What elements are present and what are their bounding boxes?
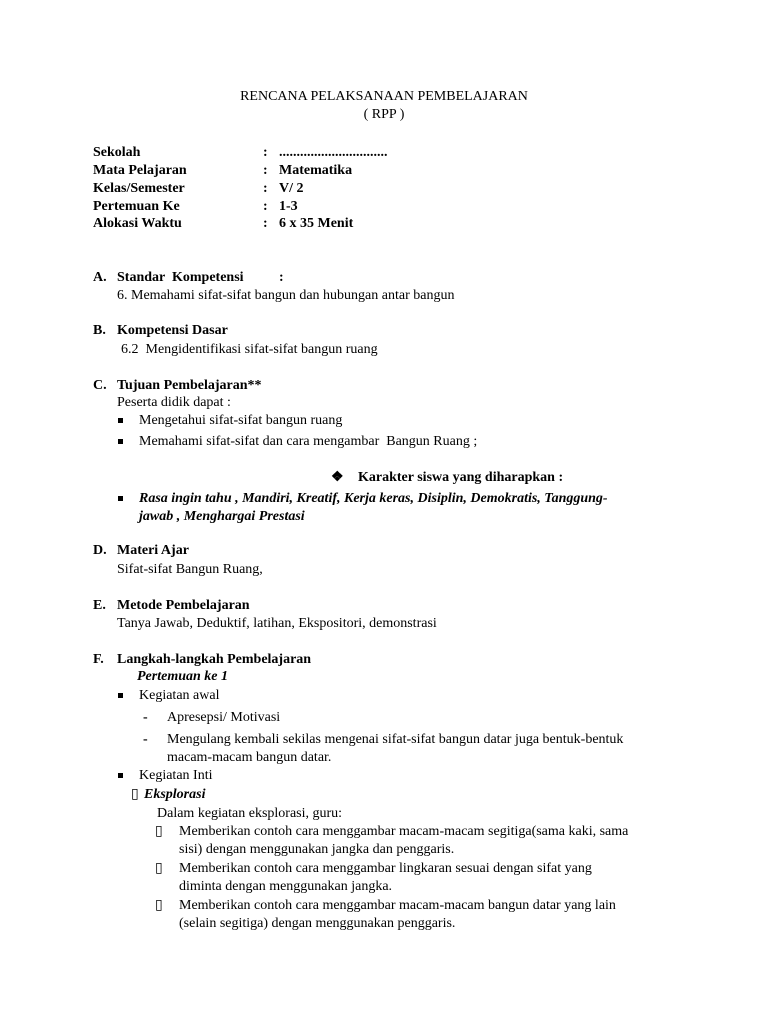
identity-value: 6 x 35 Menit	[279, 216, 354, 231]
eksplorasi-item-cont: sisi) dengan menggunakan jangka dan penggaris.	[179, 842, 455, 857]
diamond-bullet-icon: ❖	[331, 470, 344, 485]
karakter-values-line: Rasa ingin tahu , Mandiri, Kreatif, Kerja keras, Disiplin, Demokratis, Tanggung-	[139, 491, 608, 506]
eksplorasi-heading: Eksplorasi	[144, 787, 206, 802]
karakter-values-line: jawab , Menghargai Prestasi	[139, 509, 305, 524]
section-a-body: 6. Memahami sifat-sifat bangun dan hubungan antar bangun	[117, 288, 455, 303]
identity-value: Matematika	[279, 163, 353, 178]
kegiatan-awal-item: Mengulang kembali sekilas mengenai sifat-sifat bangun datar juga bentuk-bentuk	[167, 732, 624, 747]
identity-value: 1-3	[279, 199, 298, 214]
eksplorasi-marker-icon: ▯	[155, 898, 163, 913]
section-a-colon: :	[279, 270, 284, 285]
section-b-heading: Kompetensi Dasar	[117, 323, 228, 338]
identity-label: Alokasi Waktu	[93, 216, 182, 231]
section-d-body: Sifat-sifat Bangun Ruang,	[117, 562, 263, 577]
identity-colon: :	[263, 181, 268, 196]
section-a-heading: Standar Kompetensi	[117, 270, 244, 285]
eksplorasi-marker-icon: ▯	[155, 824, 163, 839]
section-e-body: Tanya Jawab, Deduktif, latihan, Ekspositori, demonstrasi	[117, 616, 437, 631]
identity-label: Sekolah	[93, 145, 141, 160]
kegiatan-awal-item: Apresepsi/ Motivasi	[167, 710, 281, 725]
identity-label: Pertemuan Ke	[93, 199, 180, 214]
section-d-heading: Materi Ajar	[117, 543, 189, 558]
section-b-letter: B.	[93, 323, 106, 338]
section-e-heading: Metode Pembelajaran	[117, 598, 250, 613]
kegiatan-inti-label: Kegiatan Inti	[139, 768, 213, 783]
section-c-intro: Peserta didik dapat :	[117, 395, 231, 410]
identity-label: Kelas/Semester	[93, 181, 185, 196]
identity-colon: :	[263, 163, 268, 178]
eksplorasi-item: Memberikan contoh cara menggambar lingkaran sesuai dengan sifat yang	[179, 861, 592, 876]
identity-colon: :	[263, 145, 268, 160]
eksplorasi-item: Memberikan contoh cara menggambar macam-macam segitiga(sama kaki, sama	[179, 824, 629, 839]
document-title: RENCANA PELAKSANAAN PEMBELAJARAN	[240, 89, 528, 104]
section-b-body: 6.2 Mengidentifikasi sifat-sifat bangun ruang	[121, 342, 378, 357]
pertemuan-label: Pertemuan ke 1	[137, 669, 228, 684]
karakter-heading: Karakter siswa yang diharapkan :	[358, 470, 564, 485]
section-e-letter: E.	[93, 598, 106, 613]
identity-value: ...............................	[279, 145, 388, 160]
section-a-letter: A.	[93, 270, 107, 285]
eksplorasi-item-cont: (selain segitiga) dengan menggunakan penggaris.	[179, 916, 456, 931]
identity-label: Mata Pelajaran	[93, 163, 187, 178]
section-c-heading: Tujuan Pembelajaran**	[117, 378, 262, 393]
eksplorasi-intro: Dalam kegiatan eksplorasi, guru:	[157, 806, 343, 821]
bullet-square-icon	[118, 418, 123, 423]
bullet-square-icon	[118, 439, 123, 444]
kegiatan-awal-label: Kegiatan awal	[139, 688, 220, 703]
eksplorasi-marker-icon: ▯	[131, 787, 139, 802]
section-d-letter: D.	[93, 543, 107, 558]
section-f-heading: Langkah-langkah Pembelajaran	[117, 652, 312, 667]
eksplorasi-item-cont: diminta dengan menggunakan jangka.	[179, 879, 393, 894]
kegiatan-awal-item-cont: macam-macam bangun datar.	[167, 750, 332, 765]
eksplorasi-marker-icon: ▯	[155, 861, 163, 876]
bullet-square-icon	[118, 693, 123, 698]
section-f-letter: F.	[93, 652, 104, 667]
identity-value: V/ 2	[279, 181, 304, 196]
document-subtitle: ( RPP )	[363, 107, 405, 122]
bullet-square-icon	[118, 773, 123, 778]
dash-bullet-icon: -	[143, 732, 148, 747]
objective-item: Memahami sifat-sifat dan cara mengambar Bangun Ruang ;	[139, 434, 478, 449]
section-c-letter: C.	[93, 378, 107, 393]
bullet-square-icon	[118, 496, 123, 501]
objective-item: Mengetahui sifat-sifat bangun ruang	[139, 413, 343, 428]
identity-colon: :	[263, 216, 268, 231]
dash-bullet-icon: -	[143, 710, 148, 725]
eksplorasi-item: Memberikan contoh cara menggambar macam-macam bangun datar yang lain	[179, 898, 616, 913]
identity-colon: :	[263, 199, 268, 214]
